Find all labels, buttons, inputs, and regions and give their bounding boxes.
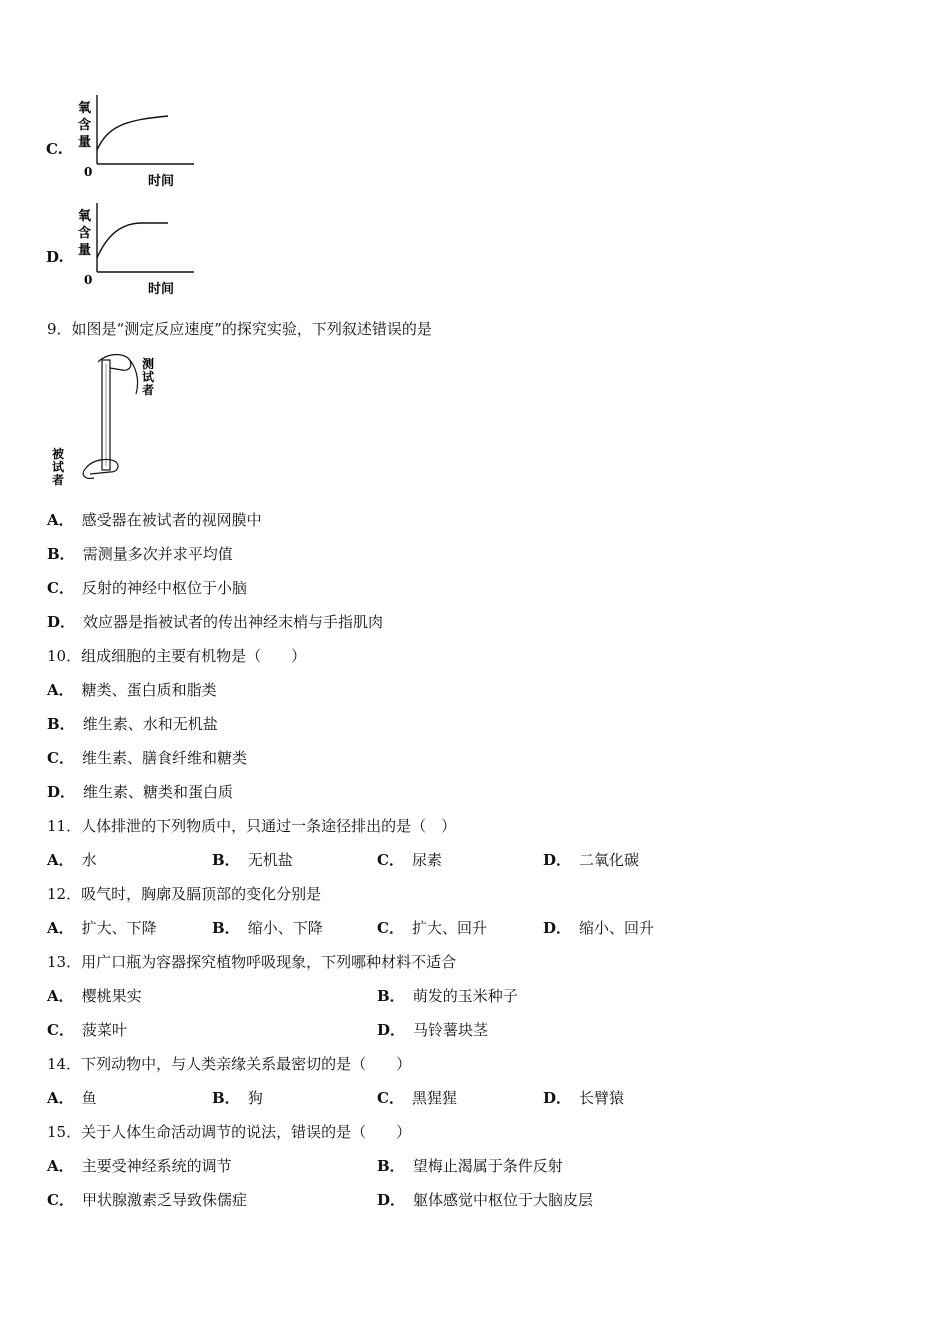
q11-stem: 11．人体排泄的下列物质中，只通过一条途径排出的是（ ）: [47, 817, 457, 835]
graph-c-xlabel: 时间: [148, 174, 175, 189]
graph-d-ylabel-3: 量: [78, 243, 92, 258]
q15-option-d: D． 躯体感觉中枢位于大脑皮层: [377, 1191, 594, 1209]
q11-option-d: D． 二氧化碳: [543, 851, 640, 869]
q14-stem: 14．下列动物中，与人类亲缘关系最密切的是（ ）: [47, 1055, 412, 1073]
q15-option-c: C． 甲状腺激素乏导致侏儒症: [47, 1191, 247, 1209]
graph-c-option: [0, 90, 220, 190]
graph-c-curve: [97, 116, 168, 150]
q10-option-a: A． 糖类、蛋白质和脂类: [47, 681, 217, 699]
graph-c-ylabel-3: 量: [78, 135, 92, 150]
subject-label-2: 试: [52, 460, 65, 474]
q13-stem: 13．用广口瓶为容器探究植物呼吸现象，下列哪种材料不适合: [47, 953, 457, 971]
q12-stem: 12．吸气时，胸廓及膈顶部的变化分别是: [47, 885, 322, 903]
q10-option-d: D． 维生素、糖类和蛋白质: [47, 783, 234, 801]
graph-d-ylabel-2: 含: [78, 226, 92, 241]
q10-option-c: C． 维生素、膳食纤维和糖类: [47, 749, 247, 767]
q9-option-d: D． 效应器是指被试者的传出神经末梢与手指肌肉: [47, 613, 384, 631]
q10-stem: 10．组成细胞的主要有机物是（ ）: [47, 647, 307, 665]
q10-option-b: B． 维生素、水和无机盐: [47, 715, 218, 733]
q11-option-c: C． 尿素: [377, 851, 442, 869]
graph-c-ylabel-1: 氧: [78, 101, 92, 116]
tester-label-2: 试: [142, 370, 155, 384]
q14-option-b: B． 狗: [212, 1089, 263, 1107]
graph-c-label: C.: [46, 140, 63, 158]
tester-label-3: 者: [142, 383, 155, 397]
q15-option-a: A． 主要受神经系统的调节: [47, 1157, 232, 1175]
q12-option-d: D． 缩小、回升: [543, 919, 655, 937]
subject-label-1: 被: [52, 447, 65, 461]
q15-option-b: B． 望梅止渴属于条件反射: [377, 1157, 563, 1175]
q13-option-c: C． 菠菜叶: [47, 1021, 127, 1039]
graph-d-chart: [70, 198, 210, 298]
q13-option-a: A． 樱桃果实: [47, 987, 142, 1005]
q9-option-a: A． 感受器在被试者的视网膜中: [47, 511, 262, 529]
q14-option-a: A． 鱼: [47, 1089, 97, 1107]
graph-d-label: D.: [46, 248, 64, 266]
q15-stem: 15．关于人体生命活动调节的说法，错误的是（ ）: [47, 1123, 412, 1141]
q9-stem: 9．如图是“测定反应速度”的探究实验，下列叙述错误的是: [47, 320, 432, 338]
graph-d-origin: 0: [84, 273, 93, 287]
graph-d-option: [0, 198, 220, 298]
subject-label-3: 者: [52, 473, 65, 487]
graph-c-ylabel-2: 含: [78, 118, 92, 133]
q12-option-c: C． 扩大、回升: [377, 919, 487, 937]
graph-d-xlabel: 时间: [148, 282, 175, 297]
graph-c-chart: [70, 90, 210, 190]
graph-d-curve: [97, 223, 168, 258]
q13-option-d: D． 马铃薯块茎: [377, 1021, 489, 1039]
q13-option-b: B． 萌发的玉米种子: [377, 987, 518, 1005]
tester-hand: [98, 355, 131, 371]
q14-option-c: C． 黑猩猩: [377, 1089, 457, 1107]
q11-option-a: A． 水: [47, 851, 97, 869]
reaction-ruler-figure: [50, 350, 170, 490]
q9-option-b: B． 需测量多次并求平均值: [47, 545, 233, 563]
q12-option-a: A． 扩大、下降: [47, 919, 157, 937]
tester-label-1: 测: [142, 357, 155, 371]
q11-option-b: B． 无机盐: [212, 851, 293, 869]
q12-option-b: B． 缩小、下降: [212, 919, 323, 937]
q9-option-c: C． 反射的神经中枢位于小脑: [47, 579, 247, 597]
q14-option-d: D． 长臂猿: [543, 1089, 625, 1107]
graph-d-ylabel-1: 氧: [78, 209, 92, 224]
graph-c-origin: 0: [84, 165, 93, 179]
